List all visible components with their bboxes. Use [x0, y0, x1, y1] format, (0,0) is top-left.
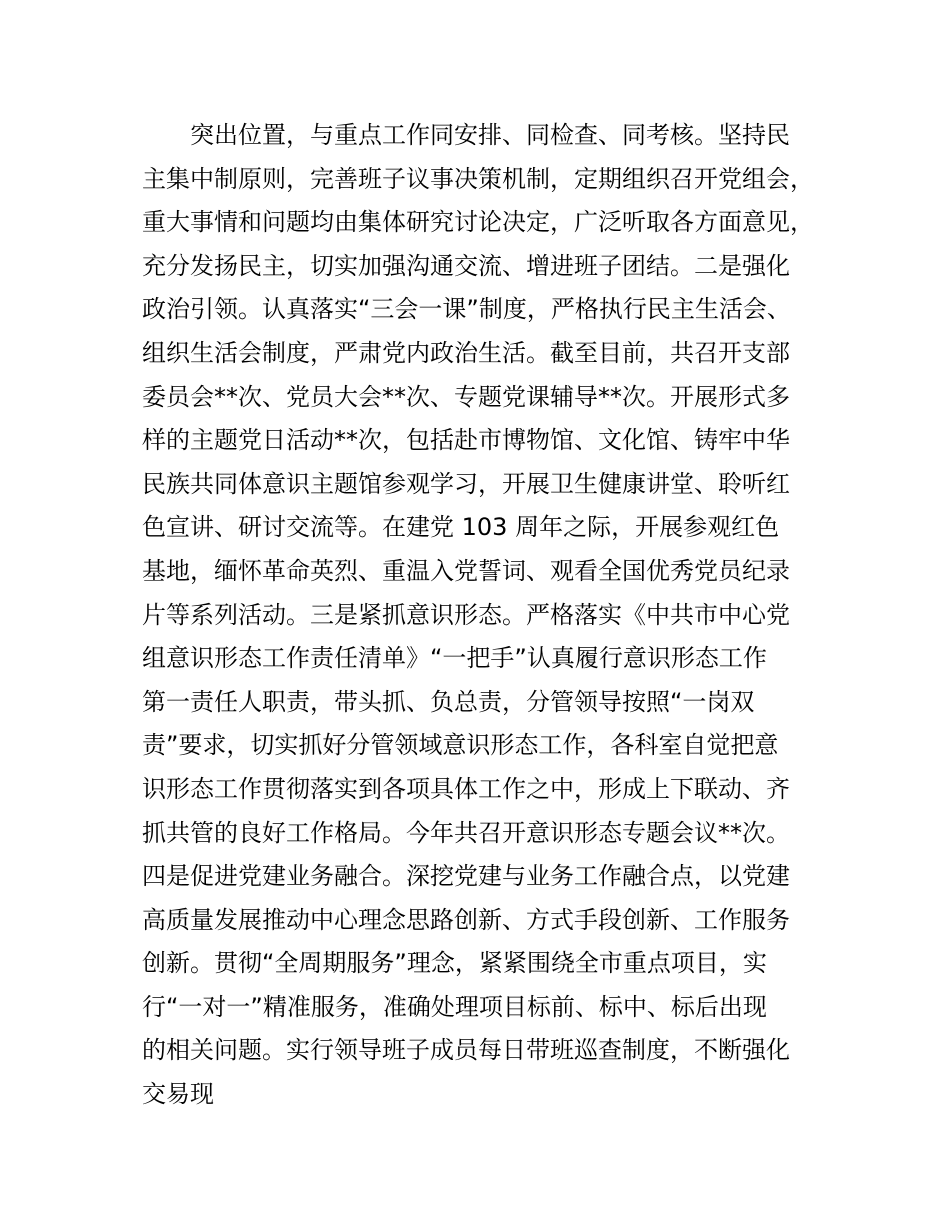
text-line: 交易现: [142, 1080, 214, 1109]
text-line: 色宣讲、研讨交流等。在建党 103 周年之际，开展参观红色: [142, 513, 780, 542]
text-line: 责”要求，切实抓好分管领域意识形态工作，各科室自觉把意: [142, 731, 779, 760]
text-line: 突出位置，与重点工作同安排、同检查、同考核。坚持民: [190, 121, 790, 149]
text-line: 高质量发展推动中心理念思路创新、方式手段创新、工作服务: [142, 905, 790, 934]
text-line: 四是促进党建业务融合。深挖党建与业务工作融合点，以党建: [142, 862, 790, 891]
text-line: 基地，缅怀革命英烈、重温入党誓词、观看全国优秀党员纪录: [142, 556, 790, 585]
body-paragraph: [142, 114, 842, 1117]
text-line: 识形态工作贯彻落实到各项具体工作之中，形成上下联动、齐: [142, 774, 790, 803]
text-line: 委员会**次、党员大会**次、专题党课辅导**次。开展形式多: [142, 382, 790, 411]
text-line: 主集中制原则，完善班子议事决策机制，定期组织召开党组会，: [142, 164, 814, 193]
text-line: 重大事情和问题均由集体研究讨论决定，广泛听取各方面意见，: [142, 208, 814, 237]
text-line: 抓共管的良好工作格局。今年共召开意识形态专题会议**次。: [142, 818, 790, 847]
text-line: 充分发扬民主，切实加强沟通交流、增进班子团结。二是强化: [142, 251, 790, 280]
text-line: 组意识形态工作责任清单》“一把手”认真履行意识形态工作: [142, 644, 767, 673]
text-line: 民族共同体意识主题馆参观学习，开展卫生健康讲堂、聆听红: [142, 469, 790, 498]
text-line: 的相关问题。实行领导班子成员每日带班巡查制度，不断强化: [142, 1036, 790, 1065]
text-line: 政治引领。认真落实“三会一课”制度，严格执行民主生活会、: [142, 295, 791, 324]
text-line: 组织生活会制度，严肃党内政治生活。截至目前，共召开支部: [142, 338, 790, 367]
text-line: 样的主题党日活动**次，包括赴市博物馆、文化馆、铸牢中华: [142, 426, 790, 455]
text-line: 创新。贯彻“全周期服务”理念，紧紧围绕全市重点项目，实: [142, 949, 767, 978]
text-line: 第一责任人职责，带头抓、负总责，分管领导按照“一岗双: [142, 687, 755, 716]
text-line: 片等系列活动。三是紧抓意识形态。严格落实《中共市中心党: [142, 600, 790, 629]
text-line: 行“一对一”精准服务，准确处理项目标前、标中、标后出现: [142, 992, 767, 1021]
